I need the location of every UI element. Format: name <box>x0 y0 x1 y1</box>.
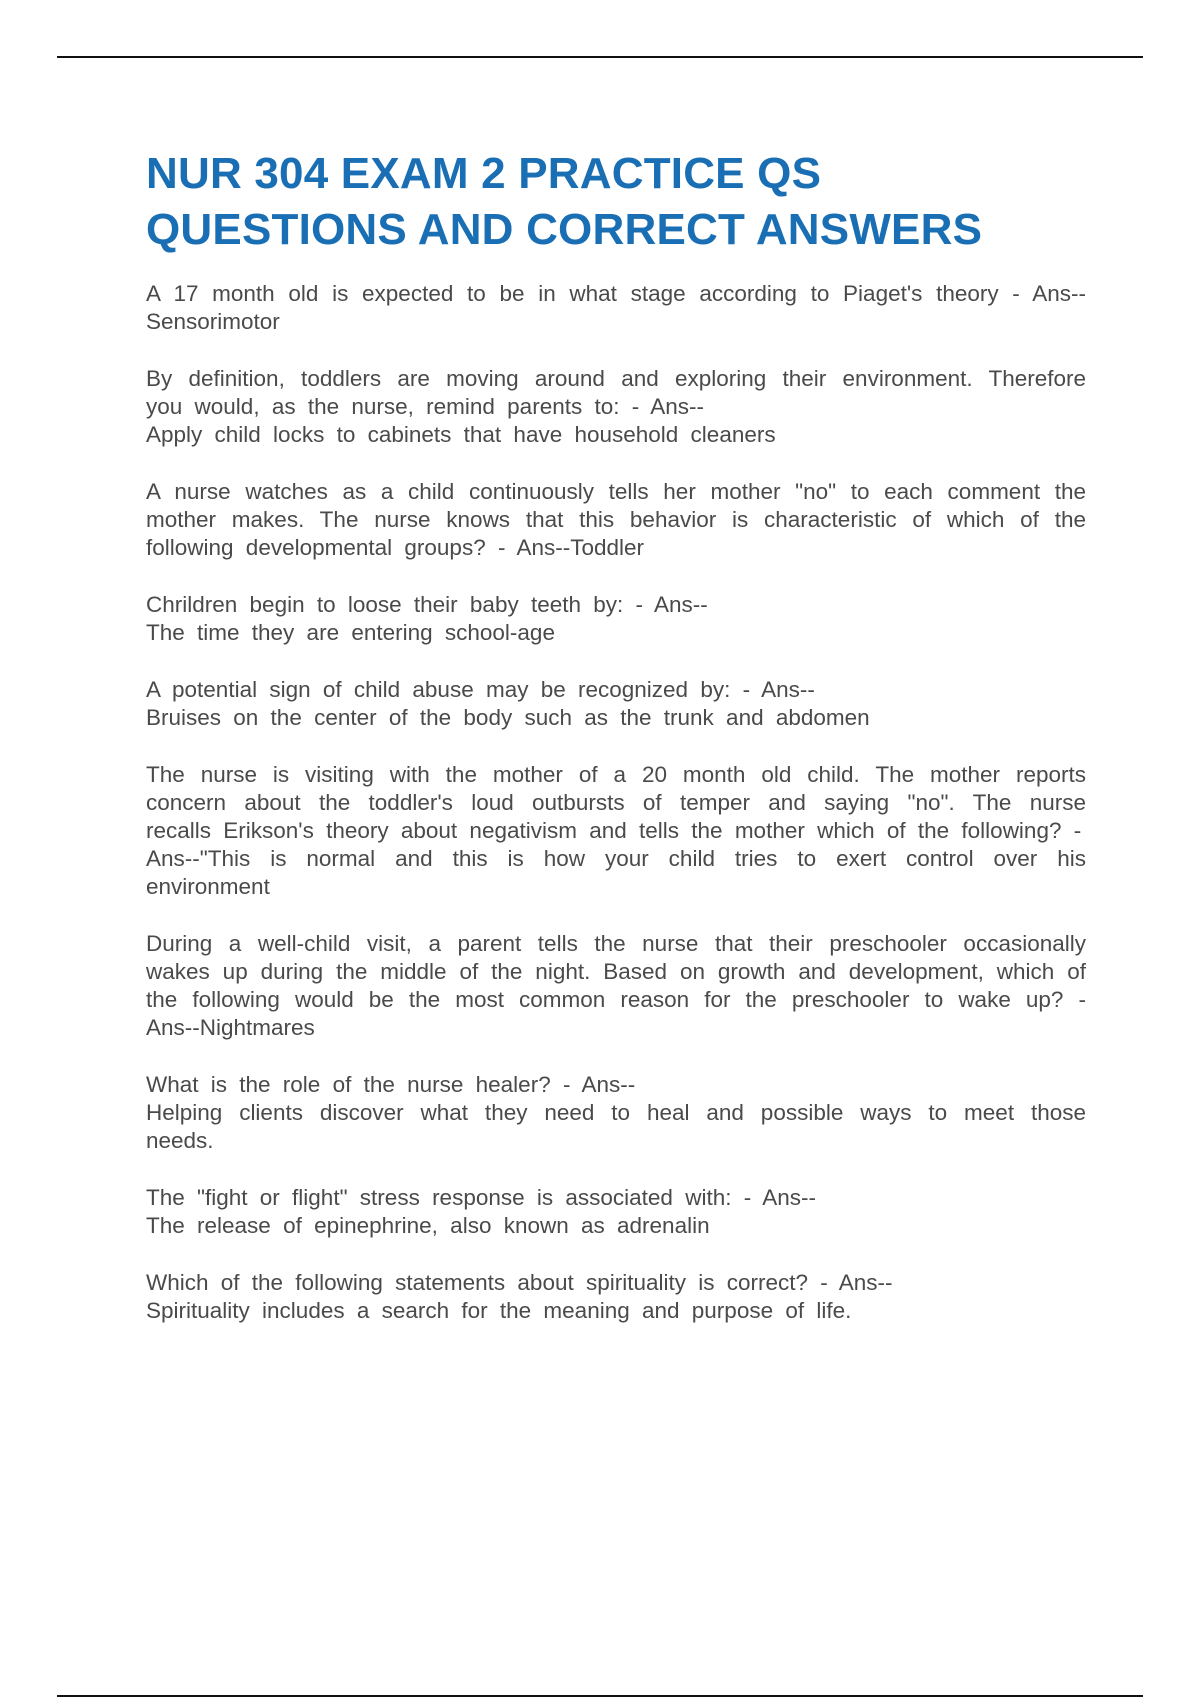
qa-item <box>146 930 1099 1042</box>
question-text: What is the role of the nurse healer? - Ans-- <box>146 1072 636 1097</box>
qa-item <box>146 1071 1099 1155</box>
answer-text: The release of epinephrine, also known as adrenalin <box>146 1213 710 1238</box>
answer-text: Spirituality includes a search for the meaning and purpose of life. <box>146 1298 852 1323</box>
answer-text: The time they are entering school-age <box>146 620 555 645</box>
question-text: A nurse watches as a child continuously tells her mother "no" to each comment the mother makes. The nurse knows that this behavior is characteristic of which of the following developmental groups? - <box>146 479 1099 560</box>
qa-item <box>146 280 1086 336</box>
question-text: The "fight or flight" stress response is associated with: - Ans-- <box>146 1185 816 1210</box>
qa-item <box>146 676 1086 732</box>
document-body <box>146 146 1099 1354</box>
question-text: Which of the following statements about spirituality is correct? - Ans-- <box>146 1270 893 1295</box>
answer-text: Bruises on the center of the body such as the trunk and abdomen <box>146 705 870 730</box>
qa-item <box>146 591 1086 647</box>
document-title: NUR 304 EXAM 2 PRACTICE QS QUESTIONS AND CORRECT ANSWERS <box>146 149 983 254</box>
qa-item <box>146 1269 1086 1325</box>
question-text: A 17 month old is expected to be in what stage according to Piaget's theory - <box>146 281 1033 306</box>
top-rule <box>57 56 1143 58</box>
answer-text: Ans--"This is normal and this is how your child tries to exert control over his environment <box>146 846 1099 899</box>
answer-text: Ans--Toddler <box>516 535 645 560</box>
answer-text: Helping clients discover what they need to heal and possible ways to meet those needs. <box>146 1100 1099 1153</box>
question-text: Chrildren begin to loose their baby teeth by: - Ans-- <box>146 592 708 617</box>
question-text: The nurse is visiting with the mother of a 20 month old child. The mother reports concern about the toddler's loud outbursts of temper and saying "no". The nurse recalls Erikson's theory about negativism and tells the mother which of the following? - <box>146 762 1099 843</box>
answer-text: Ans--Sensorimotor <box>146 281 1086 334</box>
qa-item <box>146 1184 1086 1240</box>
bottom-rule <box>57 1695 1143 1697</box>
qa-item <box>146 761 1099 901</box>
qa-item <box>146 365 1099 449</box>
question-text: A potential sign of child abuse may be recognized by: - Ans-- <box>146 677 815 702</box>
question-text: During a well-child visit, a parent tells the nurse that their preschooler occasionally wakes up during the middle of the night. Based on growth and development, which of the following would be the most common reason for the preschooler to wake up? - <box>146 931 1099 1012</box>
qa-item <box>146 478 1099 562</box>
answer-text: Ans--Nightmares <box>146 1015 315 1040</box>
question-text: By definition, toddlers are moving around and exploring their environment. Therefore you would, as the nurse, remind parents to: - Ans-- <box>146 366 1099 419</box>
answer-text: Apply child locks to cabinets that have household cleaners <box>146 422 776 447</box>
